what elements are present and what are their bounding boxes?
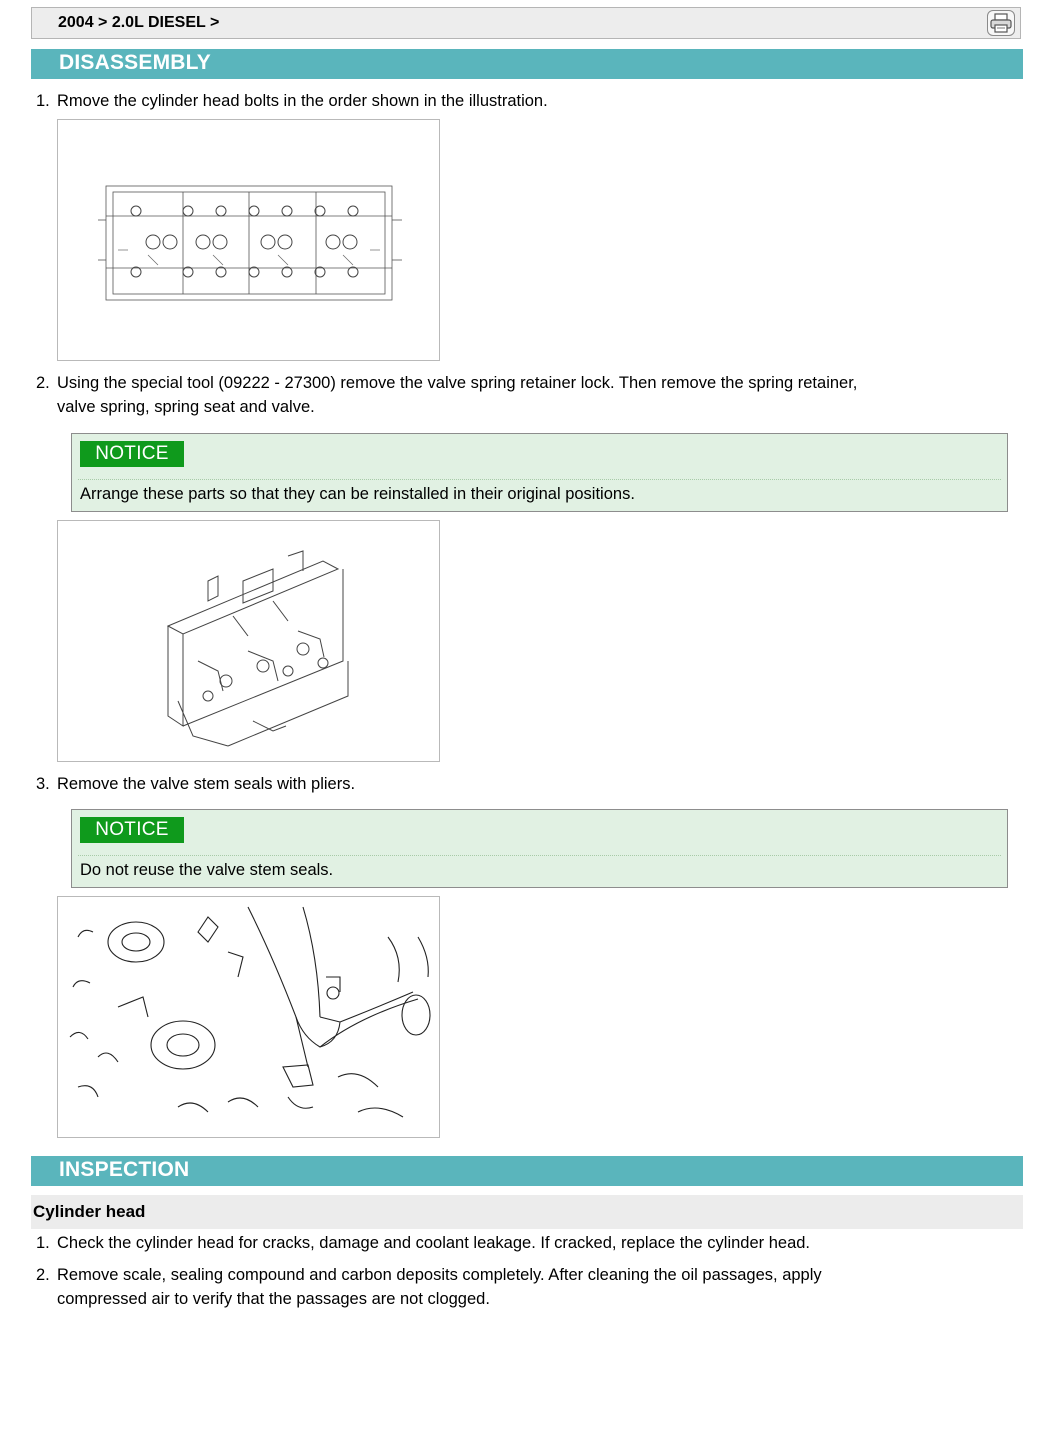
breadcrumb-text: 2004 > 2.0L DIESEL >: [58, 14, 220, 31]
step-text: Remove the valve stem seals with pliers.: [57, 775, 356, 793]
step-number: 1.: [36, 92, 50, 110]
step-text-line-2: valve spring, spring seat and valve.: [57, 398, 315, 416]
step-text: Check the cylinder head for cracks, damage and coolant leakage. If cracked, replace the cylinder head.: [57, 1234, 811, 1252]
notice-badge: NOTICE: [80, 441, 184, 467]
figure-special-tool: [57, 520, 440, 762]
print-button[interactable]: [987, 10, 1015, 36]
notice-divider: [78, 855, 1001, 856]
breadcrumb: [31, 7, 1021, 39]
figure-valve-stem-seal-pliers: [57, 896, 440, 1138]
subheader-cylinder-head: [31, 1195, 1023, 1229]
notice-box: [71, 433, 1008, 512]
step-text-line-1: Using the special tool (09222 - 27300) remove the valve spring retainer lock. Then remove the spring retainer,: [57, 374, 858, 392]
step-text-line-2: compressed air to verify that the passages are not clogged.: [57, 1290, 490, 1308]
printer-icon: [988, 11, 1014, 35]
subheader-title: Cylinder head: [33, 1202, 146, 1221]
notice-box: [71, 809, 1008, 888]
step-number: 3.: [36, 775, 50, 793]
notice-divider: [78, 479, 1001, 480]
section-title: INSPECTION: [59, 1158, 190, 1181]
notice-badge: NOTICE: [80, 817, 184, 843]
section-title: DISASSEMBLY: [59, 51, 211, 74]
step-text: Rmove the cylinder head bolts in the order shown in the illustration.: [57, 92, 548, 110]
notice-text: Arrange these parts so that they can be reinstalled in their original positions.: [80, 485, 635, 503]
step-number: 1.: [36, 1234, 50, 1252]
figure-cylinder-head-bolts: [57, 119, 440, 361]
section-header-inspection: [31, 1156, 1023, 1186]
step-text-line-1: Remove scale, sealing compound and carbon deposits completely. After cleaning the oil passages, apply: [57, 1266, 822, 1284]
notice-text: Do not reuse the valve stem seals.: [80, 861, 334, 879]
step-number: 2.: [36, 1266, 50, 1284]
section-header-disassembly: [31, 49, 1023, 79]
step-number: 2.: [36, 374, 50, 392]
